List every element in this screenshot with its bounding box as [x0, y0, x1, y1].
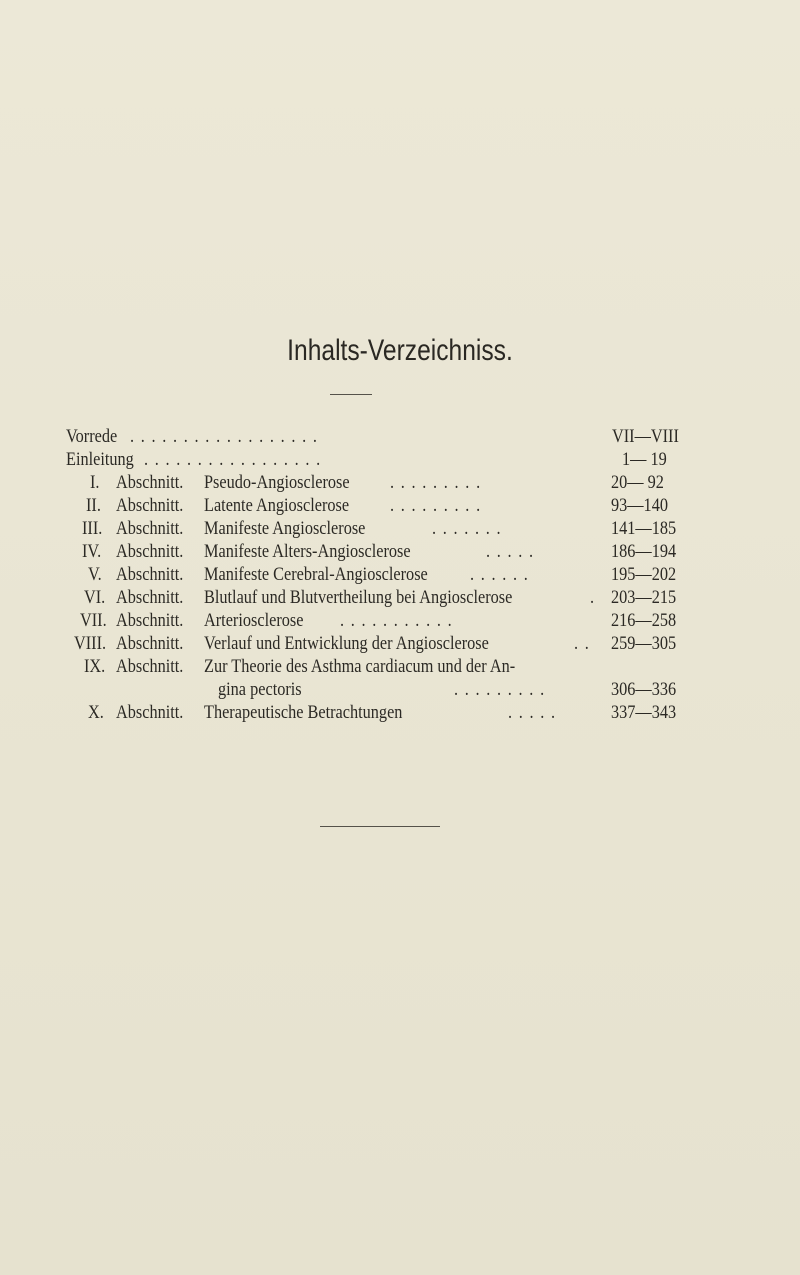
section-label: Abschnitt. [116, 611, 184, 631]
leader-dots: .................. [130, 427, 324, 447]
section-title: Zur Theorie des Asthma cardiacum und der An- [204, 657, 516, 677]
toc-entry-einleitung [0, 449, 800, 472]
section-title: Manifeste Angiosclerose [204, 519, 366, 539]
section-number: IX. [84, 657, 106, 677]
section-title: Verlauf und Entwicklung der Angiosclerose [204, 634, 489, 654]
leader-dots: ......... [390, 473, 487, 493]
page-range: 337—343 [611, 703, 677, 723]
page-range: 259—305 [611, 634, 677, 654]
leader-dots: . [590, 588, 601, 608]
section-label: Abschnitt. [116, 634, 184, 654]
page-range: VII—VIII [612, 427, 679, 447]
page-range: 1— 19 [622, 450, 667, 470]
toc-entry-8 [0, 633, 800, 656]
page-range: 203—215 [611, 588, 677, 608]
section-title-continuation: gina pectoris [218, 680, 302, 700]
leader-dots: ......... [390, 496, 487, 516]
section-title: Arteriosclerose [204, 611, 304, 631]
section-title: Blutlauf und Blutvertheilung bei Angiosclerose [204, 588, 513, 608]
section-label: Abschnitt. [116, 496, 184, 516]
leader-dots: ................. [144, 450, 327, 470]
section-label: Abschnitt. [116, 473, 184, 493]
section-label: Abschnitt. [116, 588, 184, 608]
section-number: X. [88, 703, 104, 723]
page-range: 141—185 [611, 519, 677, 539]
toc-entry-7 [0, 610, 800, 633]
toc-entry-9 [0, 656, 800, 702]
section-number: III. [82, 519, 103, 539]
entry-heading: Einleitung [66, 450, 134, 470]
closing-rule [320, 826, 440, 827]
page-range: 216—258 [611, 611, 677, 631]
leader-dots: ....... [432, 519, 508, 539]
section-label: Abschnitt. [116, 703, 184, 723]
toc-entry-4 [0, 541, 800, 564]
toc-entry-2 [0, 495, 800, 518]
section-label: Abschnitt. [116, 657, 184, 677]
section-number: IV. [82, 542, 102, 562]
section-label: Abschnitt. [116, 519, 184, 539]
toc-entry-5 [0, 564, 800, 587]
page-range: 186—194 [611, 542, 677, 562]
section-number: V. [88, 565, 102, 585]
leader-dots: ..... [486, 542, 540, 562]
toc-entry-3 [0, 518, 800, 541]
toc-entry-1 [0, 472, 800, 495]
section-title: Therapeutische Betrachtungen [204, 703, 403, 723]
section-number: VII. [80, 611, 107, 631]
section-label: Abschnitt. [116, 542, 184, 562]
page-title: Inhalts-Verzeichniss. [287, 334, 513, 367]
leader-dots: ........... [340, 611, 459, 631]
section-title: Latente Angiosclerose [204, 496, 350, 516]
toc-entry-10 [0, 702, 800, 725]
leader-dots: .. [574, 634, 596, 654]
section-number: VIII. [74, 634, 107, 654]
section-label: Abschnitt. [116, 565, 184, 585]
leader-dots: ..... [508, 703, 562, 723]
entry-heading: Vorrede [66, 427, 118, 447]
leader-dots: ...... [470, 565, 535, 585]
toc-entry-vorrede [0, 426, 800, 449]
page-range: 93—140 [611, 496, 668, 516]
section-number: VI. [84, 588, 106, 608]
page-range: 20— 92 [611, 473, 664, 493]
page-range: 195—202 [611, 565, 677, 585]
section-title: Manifeste Alters-Angiosclerose [204, 542, 411, 562]
leader-dots: ......... [454, 680, 551, 700]
section-title: Manifeste Cerebral-Angiosclerose [204, 565, 428, 585]
section-number: I. [90, 473, 100, 493]
section-title: Pseudo-Angiosclerose [204, 473, 350, 493]
section-number: II. [86, 496, 101, 516]
toc-entry-6 [0, 587, 800, 610]
page-range: 306—336 [611, 680, 677, 700]
